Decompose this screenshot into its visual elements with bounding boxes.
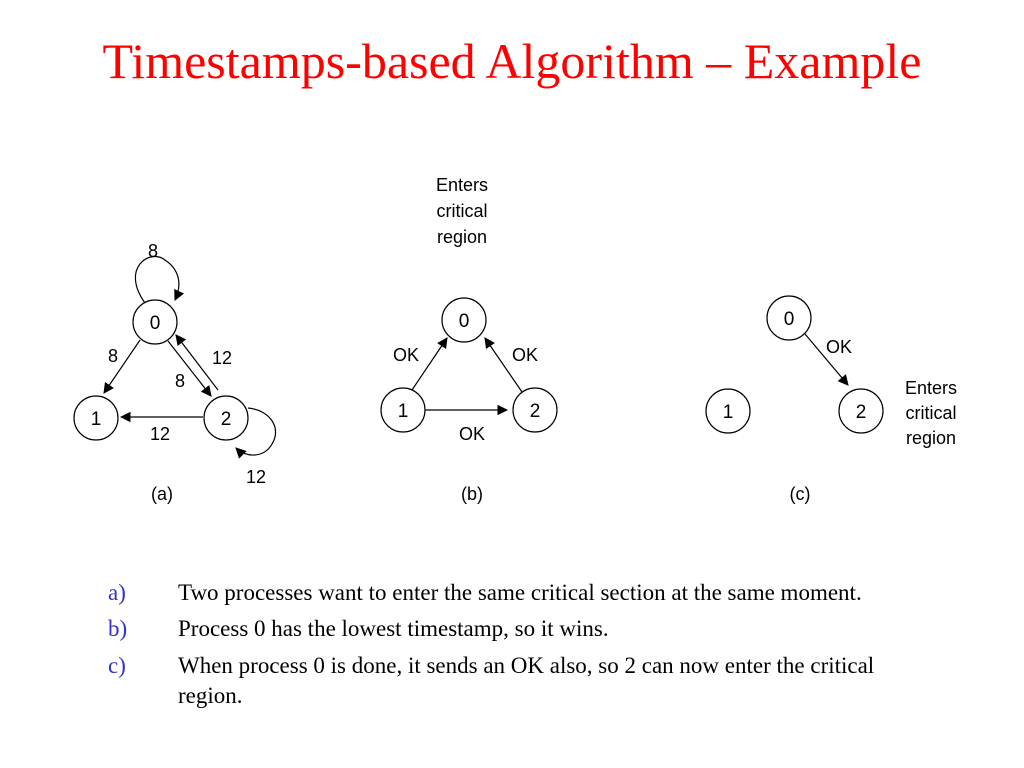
panel-a-label: (a) [151, 484, 173, 504]
enters-critical-region-c-line1: Enters [904, 378, 958, 398]
edge-2-0-b-label: OK [512, 345, 539, 365]
edge-1-0-b-label: OK [393, 345, 420, 365]
caption-marker: c) [108, 652, 126, 678]
node-1-b [381, 388, 425, 432]
caption-item-a [108, 578, 928, 608]
node-0-c-label: 0 [783, 309, 795, 330]
panel-a [74, 241, 276, 504]
caption-marker: a) [108, 580, 126, 605]
panel-c [706, 296, 957, 504]
node-0-b-label: 0 [458, 311, 470, 332]
node-1-label: 1 [90, 409, 102, 430]
enters-critical-region-c-line2: critical [905, 403, 957, 423]
panel-b [381, 175, 557, 504]
node-2-label: 2 [220, 409, 232, 430]
caption-text: Two processes want to enter the same critical section at the same moment. [178, 580, 862, 605]
edge-2-0-label: 12 [212, 348, 233, 368]
caption-item-b [108, 614, 928, 644]
node-0-label: 0 [149, 313, 161, 334]
edge-2-1-label: 12 [150, 424, 171, 444]
mutual-exclusion-diagram [0, 160, 1024, 520]
node-1-b-label: 1 [397, 401, 409, 422]
node-2-c [839, 389, 883, 433]
panel-b-label: (b) [461, 484, 483, 504]
node-2-b [513, 388, 557, 432]
enters-critical-region-b-line3: region [436, 227, 488, 247]
node-2-c-label: 2 [855, 402, 867, 423]
edge-0-2-label: 8 [175, 371, 186, 391]
caption-list [108, 578, 928, 717]
caption-text: Process 0 has the lowest timestamp, so it wins. [178, 616, 609, 642]
edge-0-2-c-label: OK [826, 337, 853, 357]
self-loop-2-label: 12 [246, 467, 267, 487]
node-1-c-label: 1 [722, 402, 734, 423]
node-0-c [767, 296, 811, 340]
self-loop-0-label: 8 [148, 241, 159, 261]
node-2-b-label: 2 [529, 401, 541, 422]
panel-c-label: (c) [789, 484, 811, 504]
node-1 [74, 396, 118, 440]
enters-critical-region-b-line1: Enters [435, 175, 489, 195]
enters-critical-region-c-line3: region [905, 428, 957, 448]
node-0 [133, 300, 177, 344]
caption-marker: b) [108, 616, 128, 642]
node-1-c [706, 389, 750, 433]
slide-title: Timestamps-based Algorithm – Example [102, 33, 922, 89]
caption-item-c [108, 651, 928, 712]
edge-0-1-label: 8 [108, 346, 119, 366]
edge-1-2-b-label: OK [459, 424, 486, 444]
node-0-b [442, 298, 486, 342]
caption-text: When process 0 is done, it sends an OK also, so 2 can now enter the critical region. [178, 652, 875, 709]
self-loop-0-edge [135, 257, 178, 303]
node-2 [204, 396, 248, 440]
enters-critical-region-b-line2: critical [436, 201, 488, 221]
